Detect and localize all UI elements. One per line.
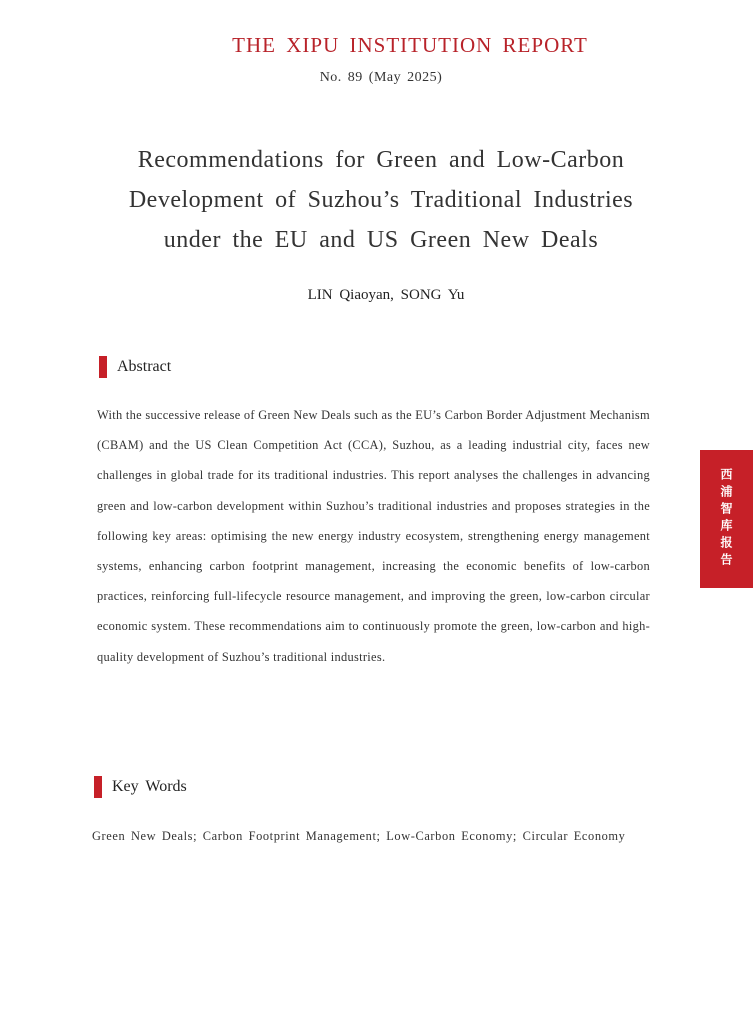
keywords-heading — [94, 776, 187, 798]
title-line-1: Recommendations for Green and Low-Carbon — [137, 147, 625, 173]
abstract-heading — [99, 356, 171, 378]
keywords-heading-label: Key Words — [112, 778, 187, 795]
section-marker — [99, 356, 107, 378]
title-line-2: Development of Suzhou’s Traditional Industries — [128, 187, 634, 213]
authors: LIN Qiaoyan, SONG Yu — [307, 287, 465, 303]
report-issue-number: No. 89 (May 2025) — [319, 70, 443, 85]
side-tab — [700, 450, 753, 588]
title-line-3: under the EU and US Green New Deals — [163, 227, 599, 253]
report-title — [0, 140, 753, 260]
side-tab-label: 西浦智库报告 — [719, 468, 733, 570]
abstract-text: With the successive release of Green New Deals such as the EU’s Carbon Border Adjustment Mechanism (CBAM) and the US Clean Competition Act (CCA), Suzhou, as a leading industrial city, faces new challenges in global trade for its traditional industries. This report analyses the challenges in advancing green and low-carbon development within Suzhou’s traditional industries and proposes strategies in the following key areas: optimising the new energy industry ecosystem, strengthening energy management systems, enhancing carbon footprint management, increasing the economic benefits of low-carbon practices, reinforcing full-lifecycle resource management, and improving the green, low-carbon circular economic system. These recommendations aim to continuously promote the green, low-carbon and high-quality development of Suzhou’s traditional industries. — [97, 408, 650, 664]
section-marker — [94, 776, 102, 798]
abstract-heading-label: Abstract — [117, 358, 172, 375]
keywords-text: Green New Deals; Carbon Footprint Management; Low-Carbon Economy; Circular Economy — [92, 829, 626, 843]
report-series-title: THE XIPU INSTITUTION REPORT — [232, 33, 588, 57]
